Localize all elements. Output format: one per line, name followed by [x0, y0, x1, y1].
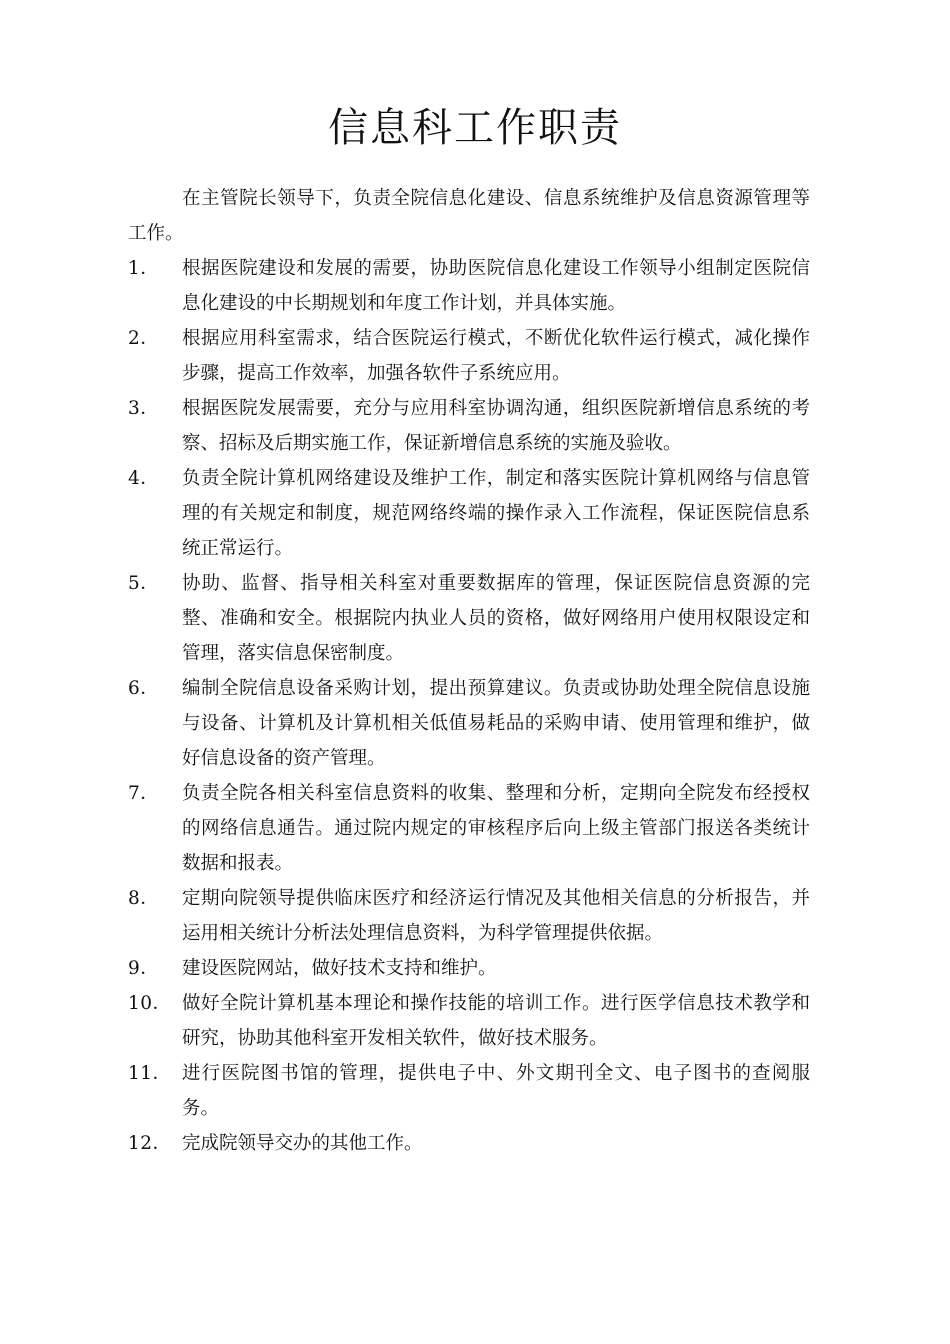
- item-text: 协助、监督、指导相关科室对重要数据库的管理，保证医院信息资源的完整、准确和安全。根据院内执业人员的资格，做好网络用户使用权限设定和管理，落实信息保密制度。: [182, 573, 810, 664]
- item-number: 7．: [128, 783, 160, 804]
- list-item: [128, 1126, 810, 1161]
- item-number: 1．: [128, 258, 160, 279]
- list-item: [128, 461, 810, 566]
- item-text: 编制全院信息设备采购计划，提出预算建议。负责或协助处理全院信息设施与设备、计算机及计算机相关低值易耗品的采购申请、使用管理和维护，做好信息设备的资产管理。: [182, 678, 810, 769]
- item-number: 11．: [128, 1063, 172, 1084]
- item-text: 做好全院计算机基本理论和操作技能的培训工作。进行医学信息技术教学和研究，协助其他科室开发相关软件，做好技术服务。: [182, 993, 810, 1049]
- list-item: [128, 951, 810, 986]
- item-text: 负责全院各相关科室信息资料的收集、整理和分析，定期向全院发布经授权的网络信息通告。通过院内规定的审核程序后向上级主管部门报送各类统计数据和报表。: [182, 783, 810, 874]
- item-number: 5．: [128, 573, 160, 594]
- item-text: 根据医院发展需要，充分与应用科室协调沟通，组织医院新增信息系统的考察、招标及后期实施工作，保证新增信息系统的实施及验收。: [182, 398, 810, 454]
- item-number: 2．: [128, 328, 160, 349]
- list-item: [128, 251, 810, 321]
- list-item: [128, 986, 810, 1056]
- list-item: [128, 1056, 810, 1126]
- item-number: 3．: [128, 398, 160, 419]
- item-number: 9．: [128, 958, 160, 979]
- document-body: [128, 181, 810, 1161]
- item-text: 完成院领导交办的其他工作。: [182, 1133, 423, 1154]
- list-item: [128, 881, 810, 951]
- intro-paragraph: 在主管院长领导下，负责全院信息化建设、信息系统维护及信息资源管理等工作。: [128, 188, 810, 244]
- item-text: 负责全院计算机网络建设及维护工作，制定和落实医院计算机网络与信息管理的有关规定和制度，规范网络终端的操作录入工作流程，保证医院信息系统正常运行。: [182, 468, 810, 559]
- item-number: 4．: [128, 468, 160, 489]
- item-number: 12．: [128, 1133, 172, 1154]
- item-text: 根据医院建设和发展的需要，协助医院信息化建设工作领导小组制定医院信息化建设的中长期规划和年度工作计划，并具体实施。: [182, 258, 810, 314]
- item-number: 8．: [128, 888, 160, 909]
- list-item: [128, 776, 810, 881]
- list-item: [128, 566, 810, 671]
- list-item: [128, 391, 810, 461]
- item-text: 定期向院领导提供临床医疗和经济运行情况及其他相关信息的分析报告，并运用相关统计分析法处理信息资料，为科学管理提供依据。: [182, 888, 810, 944]
- item-text: 根据应用科室需求，结合医院运行模式，不断优化软件运行模式，减化操作步骤，提高工作效率，加强各软件子系统应用。: [182, 328, 810, 384]
- item-number: 10．: [128, 993, 172, 1014]
- list-item: [128, 321, 810, 391]
- item-text: 建设医院网站，做好技术支持和维护。: [182, 958, 497, 979]
- item-number: 6．: [128, 678, 160, 699]
- list-item: [128, 671, 810, 776]
- duty-list: [128, 251, 810, 1161]
- page-title: 信息科工作职责: [328, 105, 622, 151]
- item-text: 进行医院图书馆的管理，提供电子中、外文期刊全文、电子图书的查阅服务。: [182, 1063, 810, 1119]
